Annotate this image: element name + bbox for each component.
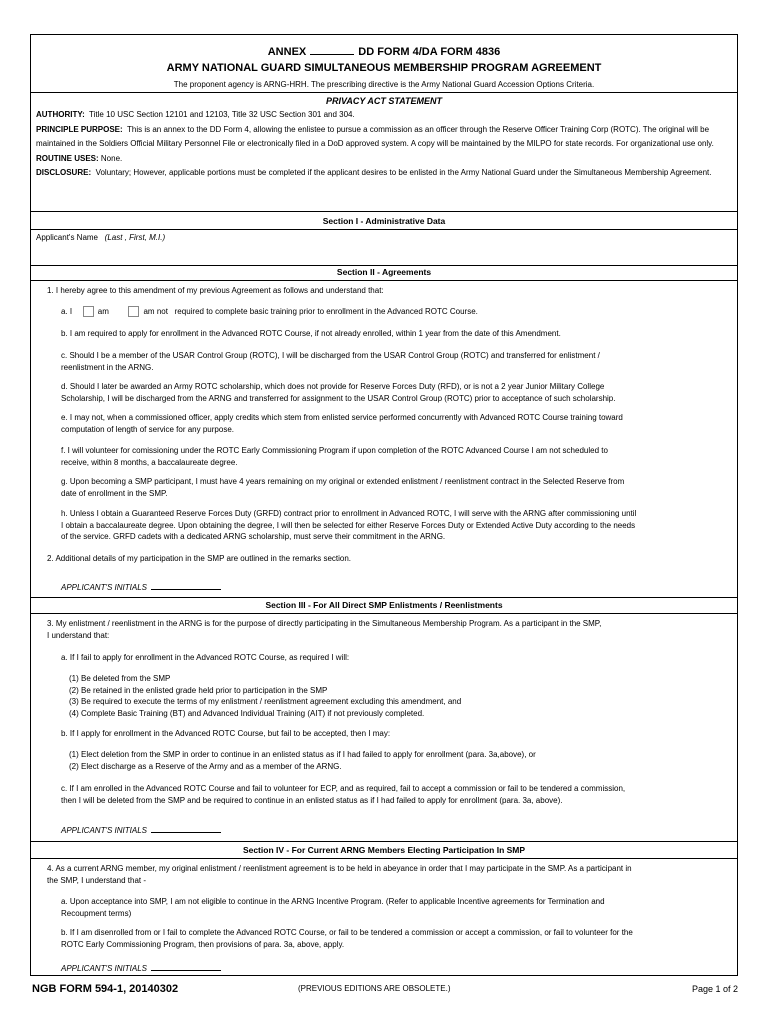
section-3-heading: Section III - For All Direct SMP Enlistments / Reenlistments <box>265 600 503 610</box>
form-id: NGB FORM 594-1, 20140302 <box>32 983 179 995</box>
s2-item-b: b. I am required to apply for enrollment in the Advanced ROTC Course, if not already enrolled, within 1 year from the date of this Amendment. <box>61 329 561 338</box>
s2-item-d: d. Should I later be awarded an Army ROTC scholarship, which does not provide for Reserve Forces Duty (RFD), or is not a 2 year Junior Military College Scholarship, I will be discharged from the ARNG and transferred for assignment to the USAR Control Group (ROTC) prior to acceptance of such scholarship. <box>61 382 616 403</box>
applicant-name-label: Applicant's Name (Last , First, M.I.) <box>36 233 166 242</box>
applicant-name-field[interactable] <box>181 243 721 263</box>
divider <box>31 92 737 93</box>
s2-item2: 2. Additional details of my participation in the SMP are outlined in the remarks section. <box>47 554 352 563</box>
privacy-statement: AUTHORITY: Title 10 USC Section 12101 and 12103, Title 32 USC Section 301 and 304. PRINCIPLE PURPOSE: This is an annex to the DD Form 4, allowing the enlistee to pursue a commission as an officer through the Reserve Officer Training Corp (ROTC). The original will be maintained in the Soldiers Official Military Personnel File or electronically filed in a DoD approved system. A copy will be maintained by the MILPO for state records. For organizational use only. ROUTINE USES: None. DISCLOSURE: Voluntary; However, applicable portions must be completed if the applicant desires to be enlisted in the Army National Guard under the Simultaneous Membership Agreement. <box>36 110 714 177</box>
s3-item-b-list: (1) Elect deletion from the SMP in order to continue in an enlisted status as if I had failed to apply for enrollment (para. 3a,above), or (2) Elect discharge as a Reserve of the Army and as a member of the ARNG. <box>69 750 536 771</box>
divider <box>31 229 737 230</box>
editions-note: (PREVIOUS EDITIONS ARE OBSOLETE.) <box>298 984 451 993</box>
privacy-heading: PRIVACY ACT STATEMENT <box>325 96 442 106</box>
s3-item3: 3. My enlistment / reenlistment in the ARNG is for the purpose of directly participating in the Simultaneous Membership Program. As a participant in the SMP, I understand that: <box>47 619 602 640</box>
s3-item-a-list: (1) Be deleted from the SMP (2) Be retained in the enlisted grade held prior to participation in the SMP (3) Be required to execute the terms of my enlistment / reenlistment agreement excluding this amendment, and (4) Complete Basic Training (BT) and Advanced Individual Training (AIT) if not previously completed. <box>69 674 462 718</box>
s3-item-a: a. If I fail to apply for enrollment in the Advanced ROTC Course, as required I will: <box>61 653 350 662</box>
s2-item-g: g. Upon becoming a SMP participant, I must have 4 years remaining on my original or extended enlistment / reenlistment contract in the Selected Reserve from date of enrollment in the SMP. <box>61 477 625 498</box>
am-not-checkbox[interactable] <box>128 306 139 317</box>
divider <box>31 280 737 281</box>
annex-number-field[interactable] <box>310 43 354 55</box>
s2-item-e: e. I may not, when a commissioned officer, apply credits which stem from enlisted service performed concurrently with Advanced ROTC Course training toward computation of length of service for any purpose. <box>61 413 623 434</box>
form-frame <box>30 34 738 976</box>
s4-initials: APPLICANT'S INITIALS <box>61 961 221 975</box>
page-number: Page 1 of 2 <box>691 984 738 994</box>
divider <box>31 858 737 859</box>
s2-item-a: a. I am am not required to complete basic training prior to enrollment in the Advanced ROTC Course. <box>61 307 478 316</box>
s2-item-c: c. Should I be a member of the USAR Control Group (ROTC), I will be discharged from the USAR Control Group (ROTC) and transferred for enlistment / reenlistment in the ARNG. <box>61 351 600 372</box>
s2-initials: APPLICANT'S INITIALS <box>61 580 221 594</box>
s4-initials-field[interactable] <box>151 961 221 971</box>
divider <box>31 841 737 842</box>
s4-item-b: b. If I am disenrolled from or I fail to complete the Advanced ROTC Course, or fail to be tendered a commission or accept a commission, or fail to volunteer for the ROTC Early Commissioning Program, then provisions of para. 3a, above, apply. <box>61 928 633 949</box>
divider <box>31 597 737 598</box>
s2-initials-field[interactable] <box>151 580 221 590</box>
s3-initials: APPLICANT'S INITIALS <box>61 823 221 837</box>
s4-item-a: a. Upon acceptance into SMP, I am not eligible to continue in the ARNG Incentive Program. (Refer to applicable Incentive agreements for Termination and Recoupment terms) <box>61 897 605 918</box>
divider <box>31 265 737 266</box>
s3-item-b: b. If I apply for enrollment in the Advanced ROTC Course, but fail to be accepted, then I may: <box>61 729 391 738</box>
divider <box>31 613 737 614</box>
s2-item-h: h. Unless I obtain a Guaranteed Reserve Forces Duty (GRFD) contract prior to enrollment in Advanced ROTC, I will serve with the ARNG after commissioning until I obtain a baccalaureate degree. Upon obtaining the degree, I will then be selected for either Reserve Forces Duty or Extended Active Duty according to the needs of the service. GRFD cadets with a dedicated ARNG scholarship, must serve their commitment in the ARNG. <box>61 509 637 541</box>
agency-note: The proponent agency is ARNG-HRH. The prescribing directive is the Army National Guard Accession Options Criteria. <box>173 80 595 89</box>
divider <box>31 211 737 212</box>
annex-line <box>31 43 737 58</box>
s3-item-c: c. If I am enrolled in the Advanced ROTC Course and fail to volunteer for ECP, and as required, fail to accept a commission or fail to be tendered a commission, then I will be deleted from the SMP and be required to continue in an enlisted status as if I had failed to apply for enrollment (para. 3a, above). <box>61 784 626 805</box>
form-title: ARMY NATIONAL GUARD SIMULTANEOUS MEMBERSHIP PROGRAM AGREEMENT <box>166 62 602 74</box>
section-2-heading: Section II - Agreements <box>336 267 432 277</box>
annex-label: ANNEX <box>267 46 307 58</box>
section-4-heading: Section IV - For Current ARNG Members Electing Participation In SMP <box>242 845 526 855</box>
am-checkbox[interactable] <box>83 306 94 317</box>
s2-item1: 1. I hereby agree to this amendment of my previous Agreement as follows and understand that: <box>47 286 384 295</box>
s4-item4: 4. As a current ARNG member, my original enlistment / reenlistment agreement is to be held in abeyance in order that I may participate in the SMP. As a participant in the SMP, I understand that - <box>47 864 632 885</box>
s2-item-f: f. I will volunteer for comissioning under the ROTC Early Commissioning Program if upon completion of the ROTC Advanced Course I am not scheduled to receive, within 8 months, a baccalaureate degree. <box>61 446 608 467</box>
section-1-heading: Section I - Administrative Data <box>322 216 446 226</box>
s3-initials-field[interactable] <box>151 823 221 833</box>
annex-form-ref: DD FORM 4/DA FORM 4836 <box>358 46 501 58</box>
